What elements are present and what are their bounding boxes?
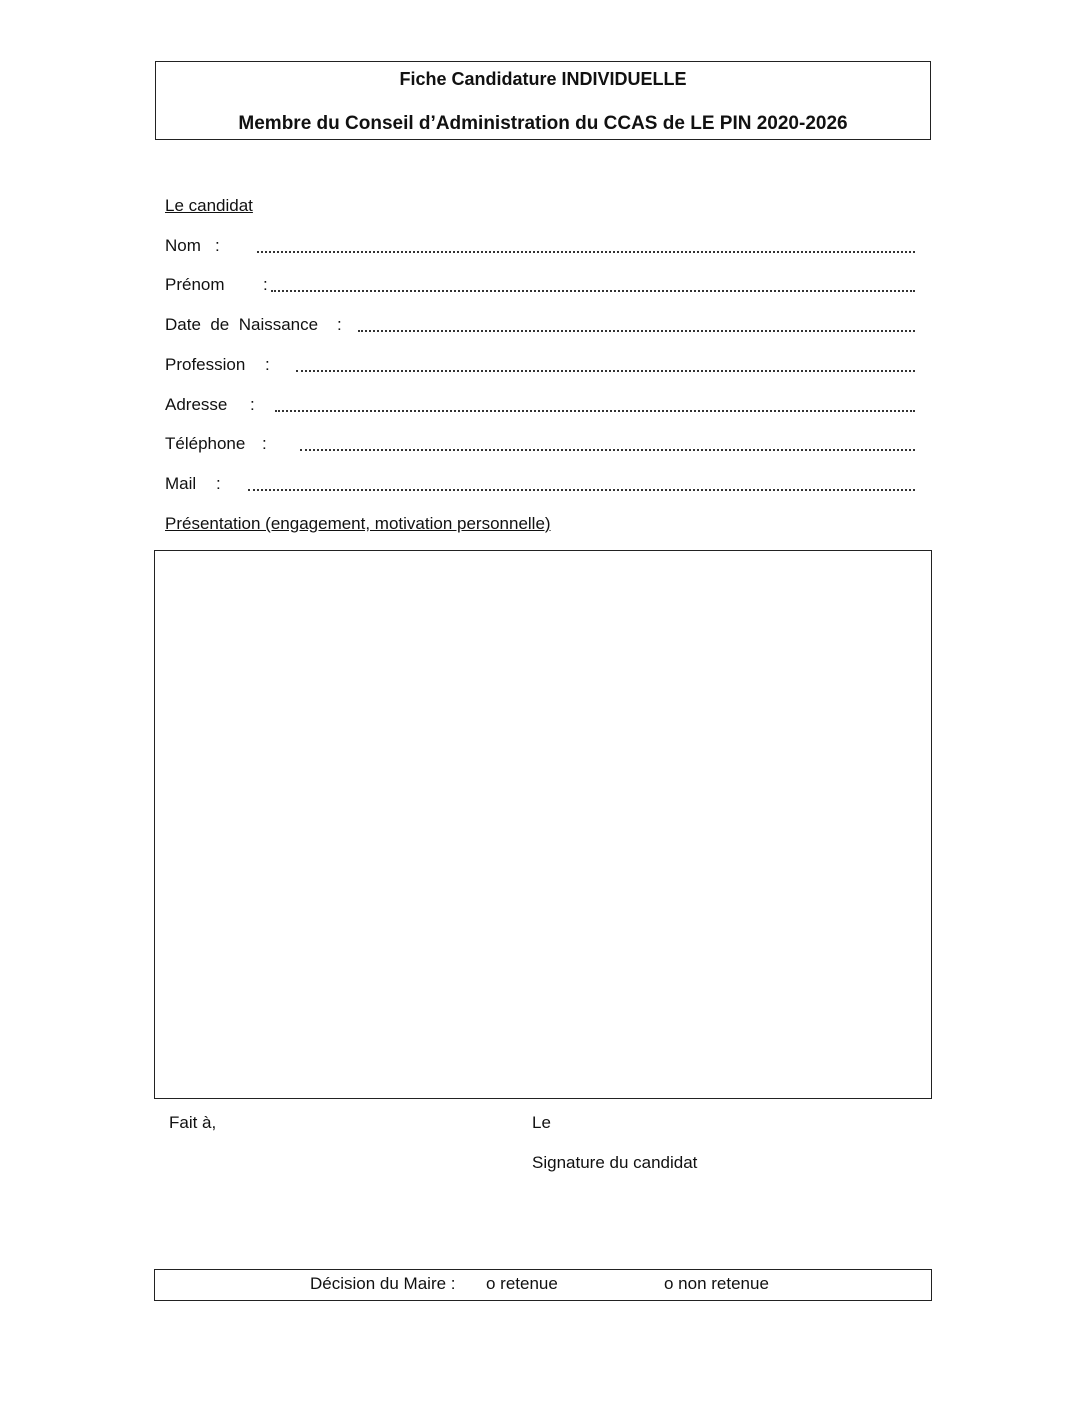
field-nom-colon: : bbox=[215, 236, 220, 255]
field-profession-line[interactable] bbox=[296, 370, 915, 372]
field-date-naissance-label: Date de Naissance bbox=[165, 315, 319, 334]
fait-a-label: Fait à, bbox=[169, 1113, 217, 1132]
field-nom-line[interactable] bbox=[257, 251, 915, 253]
form-title: Fiche Candidature INDIVIDUELLE bbox=[399, 69, 687, 89]
field-prenom[interactable] bbox=[165, 275, 915, 299]
decision-option-retenue[interactable]: o retenue bbox=[486, 1274, 558, 1293]
field-mail-line[interactable] bbox=[248, 489, 915, 491]
field-prenom-colon: : bbox=[263, 275, 268, 294]
field-adresse-label: Adresse bbox=[165, 395, 228, 414]
field-nom[interactable] bbox=[165, 236, 915, 260]
field-mail-colon: : bbox=[216, 474, 221, 493]
field-prenom-label: Prénom bbox=[165, 275, 225, 294]
field-adresse[interactable] bbox=[165, 395, 915, 419]
field-nom-label: Nom bbox=[165, 236, 201, 255]
field-mail[interactable] bbox=[165, 474, 915, 498]
field-adresse-colon: : bbox=[250, 395, 255, 414]
field-date-naissance[interactable] bbox=[165, 315, 915, 339]
field-telephone-label: Téléphone bbox=[165, 434, 246, 453]
decision-option-non-retenue[interactable]: o non retenue bbox=[664, 1274, 769, 1293]
presentation-textarea[interactable] bbox=[154, 550, 932, 1099]
form-header bbox=[155, 61, 931, 140]
form-subtitle: Membre du Conseil d’Administration du CCAS de LE PIN 2020-2026 bbox=[238, 113, 848, 134]
field-mail-label: Mail bbox=[165, 474, 197, 493]
field-prenom-line[interactable] bbox=[271, 290, 915, 292]
candidate-section-title: Le candidat bbox=[165, 196, 253, 215]
field-profession-label: Profession bbox=[165, 355, 246, 374]
field-date-naissance-line[interactable] bbox=[358, 330, 915, 332]
date-label: Le bbox=[532, 1113, 551, 1132]
field-telephone[interactable] bbox=[165, 434, 915, 458]
decision-label: Décision du Maire : bbox=[310, 1274, 456, 1293]
field-date-naissance-colon: : bbox=[337, 315, 342, 334]
field-profession-colon: : bbox=[265, 355, 270, 374]
field-profession[interactable] bbox=[165, 355, 915, 379]
decision-box bbox=[154, 1269, 932, 1301]
field-telephone-colon: : bbox=[262, 434, 267, 453]
signature-label: Signature du candidat bbox=[532, 1153, 698, 1172]
field-telephone-line[interactable] bbox=[300, 449, 915, 451]
presentation-section-title: Présentation (engagement, motivation personnelle) bbox=[165, 514, 551, 533]
field-adresse-line[interactable] bbox=[275, 410, 915, 412]
